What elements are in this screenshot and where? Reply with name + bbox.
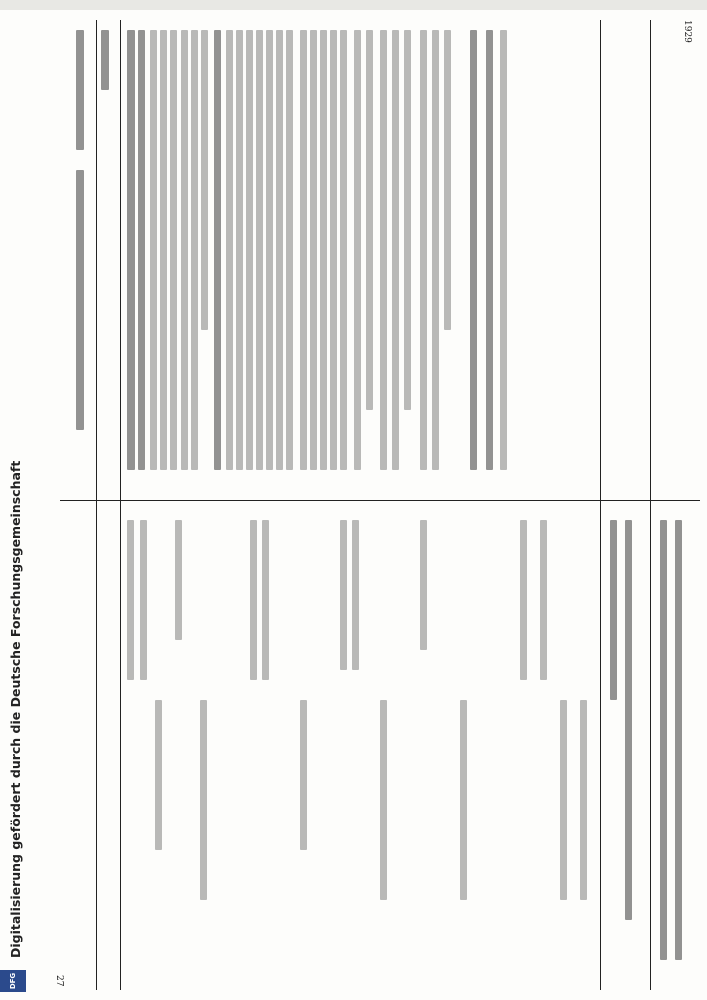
text-line <box>470 30 477 470</box>
text-line <box>262 520 269 680</box>
text-line <box>432 30 439 470</box>
text-line <box>300 700 307 850</box>
text-line <box>352 520 359 670</box>
table-center-divider <box>60 500 700 501</box>
text-line <box>76 170 84 430</box>
text-line <box>214 30 221 470</box>
scan-edge <box>0 0 707 10</box>
text-line <box>256 30 263 470</box>
text-line <box>580 700 587 900</box>
text-line <box>76 30 84 150</box>
dfg-logo: DFG <box>0 970 26 992</box>
text-line <box>266 30 273 470</box>
text-line <box>340 30 347 470</box>
text-line <box>246 30 253 470</box>
text-line <box>330 30 337 470</box>
text-line <box>540 520 547 680</box>
text-line <box>160 30 167 470</box>
text-line <box>310 30 317 470</box>
text-line <box>155 700 162 850</box>
text-line <box>366 30 373 410</box>
text-line <box>380 700 387 900</box>
text-line <box>200 700 207 900</box>
text-line <box>392 30 399 470</box>
text-line <box>170 30 177 470</box>
text-line <box>660 520 667 960</box>
text-line <box>181 30 188 470</box>
text-line <box>560 700 567 900</box>
digitization-funding-notice: Digitalisierung gefördert durch die Deutsche Forschungsgemeinschaft <box>8 460 23 958</box>
text-line <box>250 520 257 680</box>
text-line <box>175 520 182 640</box>
text-line <box>127 30 135 470</box>
text-line <box>420 520 427 650</box>
text-line <box>226 30 233 470</box>
text-line <box>150 30 157 470</box>
text-line <box>610 520 617 700</box>
table-rule-far-right <box>650 20 651 990</box>
text-line <box>236 30 243 470</box>
text-line <box>340 520 347 670</box>
text-line <box>500 30 507 470</box>
text-line <box>675 520 682 960</box>
text-line <box>404 30 411 410</box>
text-line <box>354 30 361 470</box>
page-number-bottom: 27 <box>54 975 64 987</box>
table-rule-mid-left <box>120 20 121 990</box>
text-line <box>127 520 134 680</box>
text-line <box>101 30 109 90</box>
text-line <box>140 520 147 680</box>
text-line <box>460 700 467 900</box>
text-line <box>380 30 387 470</box>
table-rule-left <box>96 20 97 990</box>
text-line <box>625 520 632 920</box>
text-line <box>320 30 327 470</box>
text-line <box>300 30 307 470</box>
text-line <box>276 30 283 470</box>
text-line <box>444 30 451 330</box>
page-number-top: 1929 <box>682 20 692 43</box>
text-line <box>486 30 493 470</box>
text-line <box>201 30 208 330</box>
text-line <box>520 520 527 680</box>
text-line <box>138 30 145 470</box>
text-line <box>191 30 198 470</box>
text-line <box>286 30 293 470</box>
table-rule-right <box>600 20 601 990</box>
text-line <box>420 30 427 470</box>
